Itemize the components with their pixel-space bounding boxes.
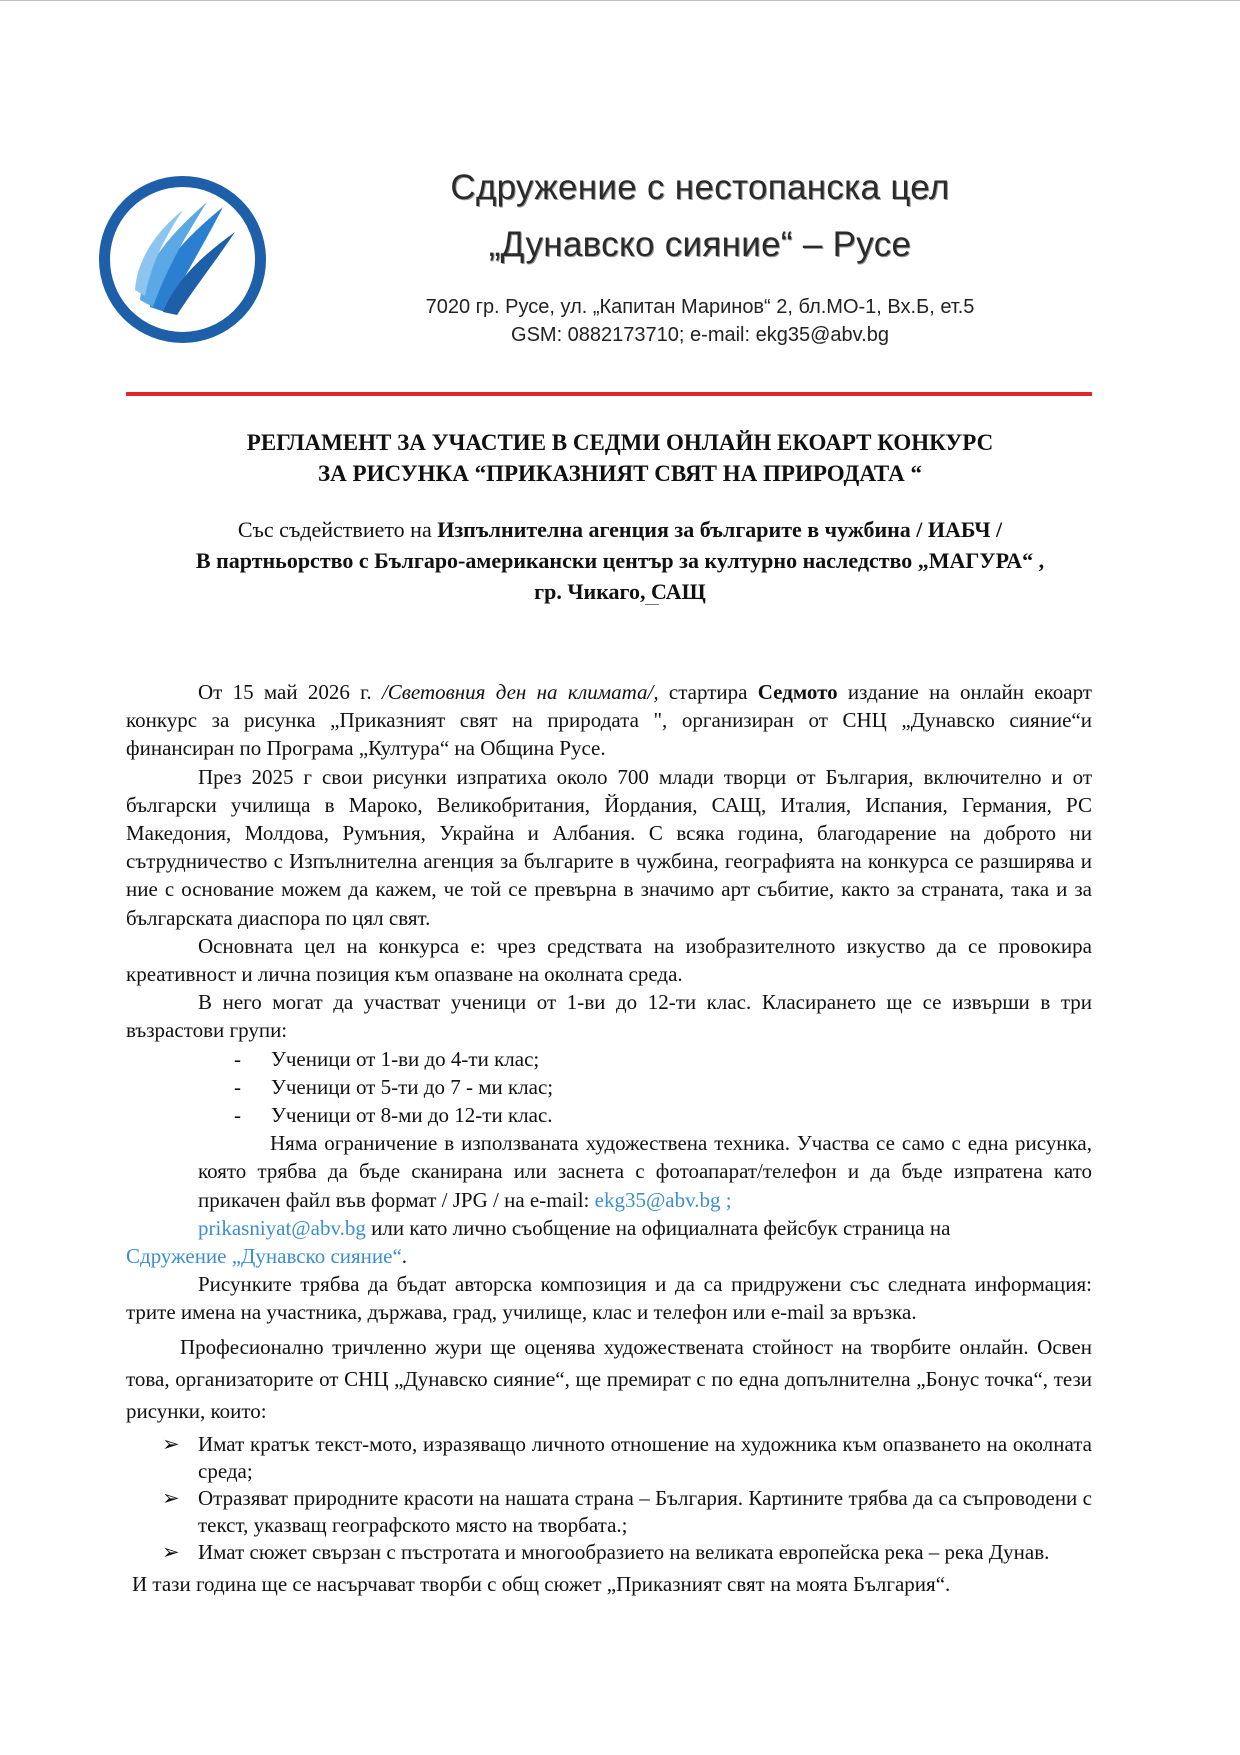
- dash-bullet: -: [234, 1103, 241, 1128]
- list-item: [126, 1431, 1092, 1485]
- paragraph-submission-end: [126, 1242, 1092, 1270]
- organization-logo: [95, 172, 270, 347]
- age-group-label: Ученици от 1-ви до 4-ти клас;: [271, 1046, 540, 1071]
- paragraph-intro: [126, 678, 1092, 763]
- scan-mark: [645, 604, 659, 605]
- list-item: [126, 1539, 1092, 1566]
- arrow-bullet-icon: ➢: [162, 1431, 180, 1456]
- facebook-page-link[interactable]: Сдружение „Дунавско сияние“: [126, 1244, 402, 1269]
- arrow-bullet-icon: ➢: [162, 1539, 180, 1564]
- intro-text: стартира: [658, 680, 758, 704]
- support-line: [100, 514, 1140, 545]
- paragraph-jury: Професионално тричленно жури ще оценява художествената стойност на творбите онлайн. Освен това, организаторите от СНЦ „Дунавско сияние“, ще премират с по една допълнителна „Бонус точка“, тези рисунки, които:: [126, 1334, 1092, 1423]
- support-prefix: Със съдействието на: [237, 517, 438, 542]
- document-subtitle: ЗА РИСУНКА “ПРИКАЗНИЯТ СВЯТ НА ПРИРОДАТА “: [318, 461, 922, 486]
- paragraph-submission: [126, 1129, 1092, 1242]
- list-item: [126, 1101, 1092, 1129]
- bonus-criteria-list: [126, 1431, 1092, 1566]
- organization-address: 7020 гр. Русе, ул. „Капитан Маринов“ 2, бл.МО-1, Вх.Б, ет.5: [425, 296, 975, 318]
- dash-bullet: -: [234, 1046, 241, 1071]
- paragraph-closing: И тази година ще се насърчават творби с общ сюжет „Приказният свят на моята България“.: [132, 1571, 951, 1596]
- intro-occasion: /Световния ден на климата/,: [381, 680, 659, 704]
- partnership-city: гр. Чикаго, САЩ: [534, 579, 706, 604]
- organization-contact: GSM: 0882173710; e-mail: ekg35@abv.bg: [511, 324, 889, 346]
- paragraph-goal: Основната цел на конкурса е: чрез средствата на изобразителното изкуство да се провокира креативност и лична позиция към опазване на околната среда.: [126, 933, 1092, 987]
- age-group-label: Ученици от 5-ти до 7 - ми клас;: [271, 1074, 554, 1099]
- intro-rest: издание на онлайн екоарт конкурс за рисунка „Приказният свят на природата ", организиран от СНЦ „Дунавско сияние“и финансиран по Програма „Култура“ на Община Русе.: [126, 680, 1092, 761]
- paragraph-requirements: Рисунките трябва да бъдат авторска композиция и да са придружени със следната информация: трите имена на участника, държава, град, училище, клас и телефон или e-mail за връзка.: [126, 1272, 1092, 1325]
- submission-period: .: [401, 1244, 408, 1269]
- document-body: [126, 678, 1092, 1598]
- scan-edge-line: [0, 0, 1240, 1]
- organization-name: Сдружение с нестопанска цел: [450, 168, 950, 207]
- bonus-criterion: Имат сюжет свързан с пъстротата и многообразието на великата европейска река – река Дунав.: [198, 1539, 1050, 1564]
- bonus-criterion: Имат кратък текст-мото, изразяващо личното отношение на художника към опазването на околната среда;: [198, 1431, 1092, 1483]
- dash-bullet: -: [234, 1074, 241, 1099]
- submission-text: Няма ограничение в използваната художествена техника. Участва се само с една рисунка, която трябва да бъде сканирана или заснета с фотоапарат/телефон и да бъде изпратена като прикачен файл във формат / JPG / на e-mail:: [198, 1131, 1092, 1212]
- email-link-prikasniyat[interactable]: prikasniyat@abv.bg: [198, 1215, 366, 1240]
- email-link-ekg35[interactable]: ekg35@abv.bg ;: [594, 1187, 732, 1212]
- paragraph-participants: В него могат да участват ученици от 1-ви до 12-ти клас. Класирането ще се извърши в три възрастови групи:: [126, 990, 1092, 1043]
- support-block: [100, 514, 1140, 607]
- list-item: [126, 1485, 1092, 1539]
- submission-text-2: или като лично съобщение на официалната фейсбук страница на: [365, 1215, 951, 1240]
- intro-date: От 15 май 2026 г.: [198, 680, 382, 704]
- paragraph-history: През 2025 г свои рисунки изпратиха около 700 млади творци от България, включително и от български училища в Мароко, Великобритания, Йордания, САЩ, Италия, Испания, Германия, РС Македония, Молдова, Румъния, Украйна и Албания. С всяка година, благодарение на доброто ни сътрудничество с Изпълнителна агенция за българите в чужбина, географията на конкурса се разширява и ние с основание можем да кажем, че той се превърна в значимо арт събитие, както за страната, така и за българската диаспора по цял свят.: [126, 764, 1092, 930]
- support-agency: Изпълнителна агенция за българите в чужбина / ИАБЧ /: [437, 517, 1003, 542]
- intro-edition: Седмото: [757, 680, 838, 704]
- header-divider: [126, 392, 1092, 396]
- document-title: РЕГЛАМЕНТ ЗА УЧАСТИЕ В СЕДМИ ОНЛАЙН ЕКОАРТ КОНКУРС: [246, 430, 994, 455]
- bonus-criterion: Отразяват природните красоти на нашата страна – България. Картините трябва да са съпроводени с текст, указващ географското място на творбата.;: [198, 1485, 1092, 1537]
- age-groups-list: [126, 1045, 1092, 1130]
- organization-name-city: „Дунавско сияние“ – Русе: [488, 225, 912, 264]
- list-item: [126, 1073, 1092, 1101]
- partnership-line: В партньорство с Българо-американски център за културно наследство „МАГУРА“ ,: [195, 548, 1045, 573]
- arrow-bullet-icon: ➢: [162, 1485, 180, 1510]
- age-group-label: Ученици от 8-ми до 12-ти клас.: [271, 1103, 553, 1128]
- list-item: [126, 1045, 1092, 1073]
